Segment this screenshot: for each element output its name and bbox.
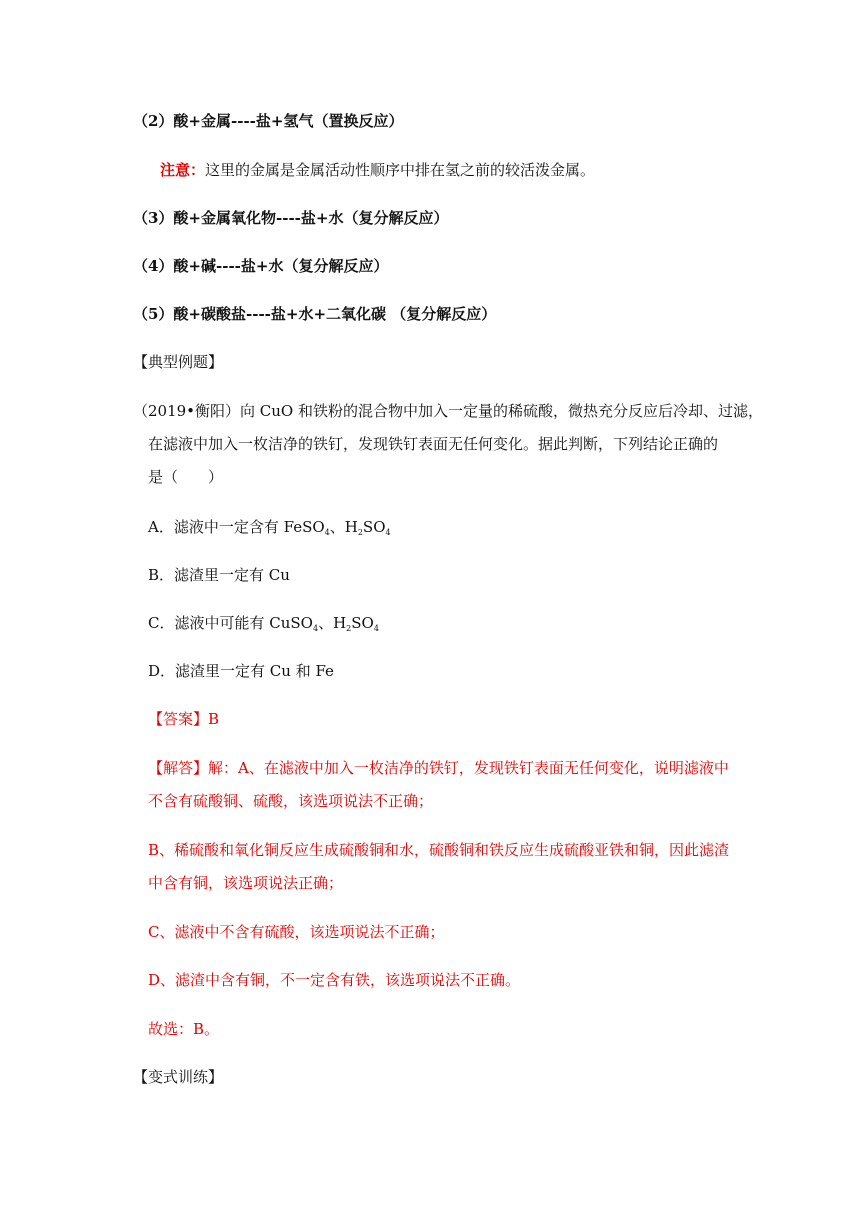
option-a-text: A．滤液中一定含有 FeSO	[148, 518, 325, 536]
solution-line-7: 故选：B。	[148, 1020, 220, 1038]
question-line-1: （2019•衡阳）向 CuO 和铁粉的混合物中加入一定量的稀硫酸，微热充分反应后冷却、过滤，	[133, 402, 763, 420]
option-c-text: C．滤液中可能有 CuSO	[148, 614, 313, 632]
option-a-sub-1: 4	[324, 528, 330, 537]
rule-5: （5）酸+碳酸盐----盐+水+二氧化碳 （复分解反应）	[133, 305, 497, 323]
option-c-mid: 、H	[318, 614, 347, 632]
solution-line-3: B、稀硫酸和氧化铜反应生成硫酸铜和水，硫酸铜和铁反应生成硫酸亚铁和铜，因此滤渣	[148, 841, 730, 859]
solution-line-2: 不含有硫酸铜、硫酸，该选项说法不正确；	[148, 792, 434, 810]
option-a-sub-3: 4	[385, 528, 391, 537]
option-a-mid: 、H	[329, 518, 358, 536]
rule-4: （4）酸+碱----盐+水（复分解反应）	[133, 257, 389, 275]
option-c-sub-1: 4	[312, 624, 319, 633]
option-b: B．滤渣里一定有 Cu	[148, 566, 290, 584]
note	[160, 160, 595, 180]
option-a-mid-2: SO	[362, 518, 386, 536]
solution-line-1: 【解答】解：A、在滤液中加入一枚洁净的铁钉，发现铁钉表面无任何变化，说明滤液中	[148, 759, 729, 777]
option-c	[148, 613, 379, 639]
option-c-sub-3: 4	[373, 624, 379, 633]
option-d: D．滤渣里一定有 Cu 和 Fe	[148, 662, 334, 680]
option-c-sub-2: 2	[346, 624, 352, 633]
solution-line-6: D、滤渣中含有铜，不一定含有铁，该选项说法不正确。	[148, 971, 521, 989]
solution-line-5: C、滤液中不含有硫酸，该选项说法不正确；	[148, 923, 445, 941]
note-label: 注意：	[160, 161, 206, 179]
solution-line-4: 中含有铜，该选项说法正确；	[148, 874, 344, 892]
note-text: 这里的金属是金属活动性顺序中排在氢之前的较活泼金属。	[205, 161, 596, 179]
section-example-heading: 【典型例题】	[133, 353, 224, 371]
rule-2: （2）酸+金属----盐+氢气（置换反应）	[133, 112, 404, 130]
rule-3: （3）酸+金属氧化物----盐+水（复分解反应）	[133, 209, 449, 227]
section-practice-heading: 【变式训练】	[133, 1068, 224, 1086]
question-line-3: 是（ ）	[148, 468, 224, 486]
answer: 【答案】B	[148, 710, 220, 728]
option-a	[148, 517, 391, 543]
option-a-sub-2: 2	[357, 528, 363, 537]
option-c-mid-2: SO	[351, 614, 374, 632]
question-line-2: 在滤液中加入一枚洁净的铁钉，发现铁钉表面无任何变化。据此判断，下列结论正确的	[148, 435, 719, 453]
